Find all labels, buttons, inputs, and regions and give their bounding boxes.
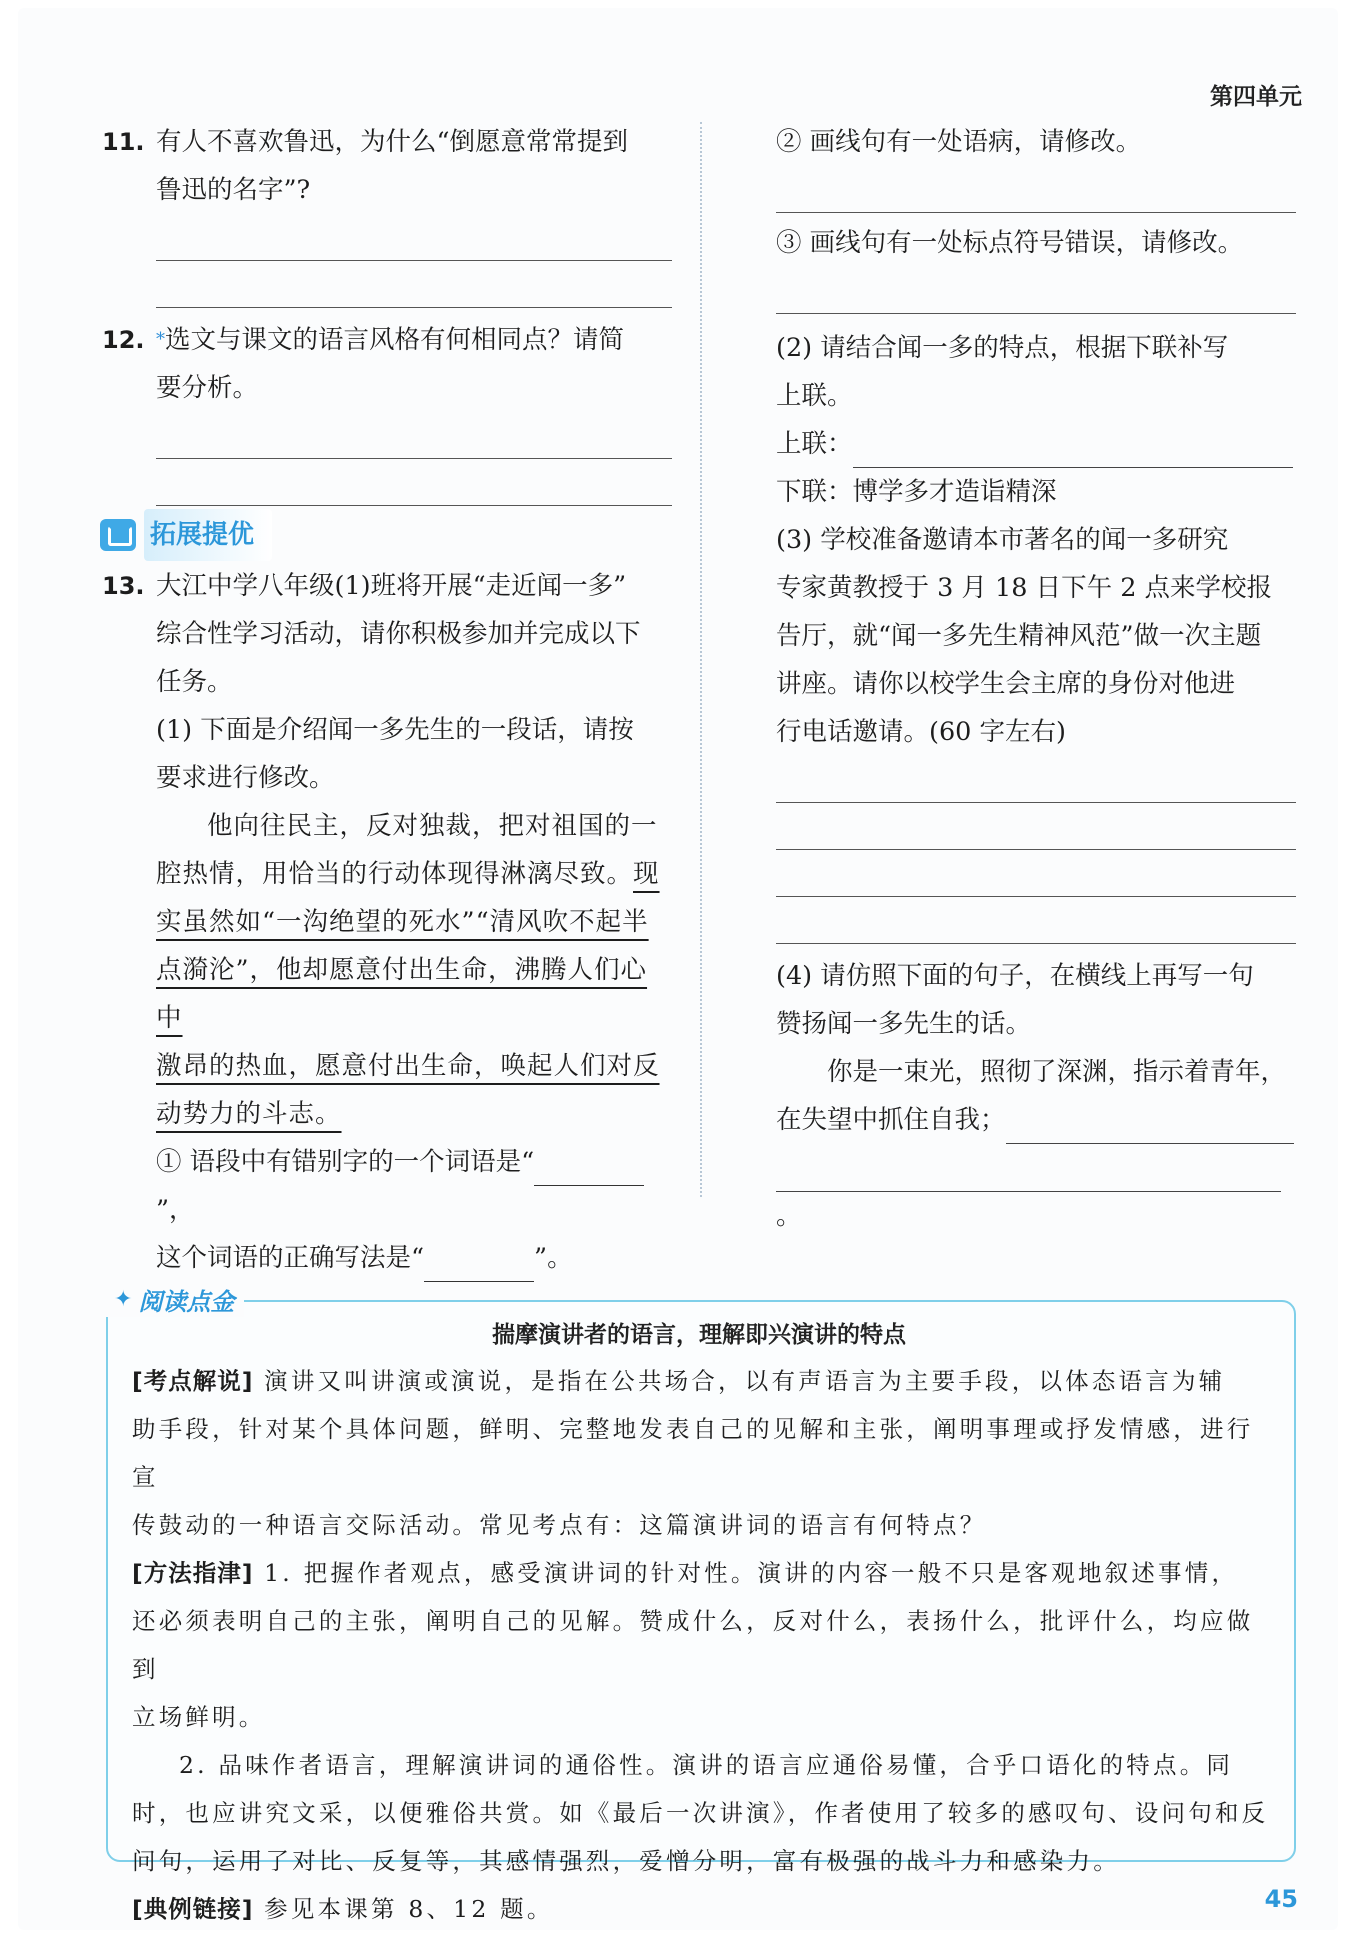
part-3-text: (3) 学校准备邀请本市著名的闻一多研究: [776, 525, 1229, 555]
example-sentence-cont: [776, 1096, 1296, 1144]
passage-text: 腔热情，用恰当的行动体现得淋漓尽致。: [156, 859, 634, 889]
dianli-text: 参见本课第 8、12 题。: [264, 1895, 554, 1923]
kaodian-line: [132, 1357, 1272, 1405]
passage-line: 他向往民主，反对独裁，把对祖国的一: [207, 811, 658, 841]
upper-couplet-label: 上联：: [776, 429, 853, 459]
question-text: 大江中学八年级(1)班将开展“走近闻一多”: [156, 571, 627, 601]
fill-blank[interactable]: [424, 1251, 534, 1282]
answer-line[interactable]: [776, 897, 1296, 944]
sub-question-text: ”，: [156, 1195, 195, 1225]
underlined-sentence: 实虽然如“一沟绝望的死水”“清风吹不起半: [156, 907, 649, 937]
answer-line[interactable]: [776, 756, 1296, 803]
part-3-text: 行电话邀请。(60 字左右): [776, 717, 1066, 747]
dianli-line: [132, 1885, 1272, 1933]
fangfa-tag: [方法指津]: [132, 1559, 254, 1587]
imitation-input[interactable]: [776, 1161, 1281, 1192]
fill-blank[interactable]: [534, 1155, 644, 1186]
edit-icon: [100, 519, 136, 551]
part-3-text: 讲座。请你以校学生会主席的身份对他进: [776, 669, 1236, 699]
fangfa-line: [132, 1549, 1272, 1597]
left-column: [100, 118, 672, 1282]
sub-question-text: 要求进行修改。: [156, 763, 335, 793]
upper-couplet: [776, 420, 1296, 468]
part-4-text: (4) 请仿照下面的句子，在横线上再写一句: [776, 961, 1254, 991]
sub-question-1-cont: [156, 1234, 672, 1282]
underlined-sentence: 激昂的热血，愿意付出生命，唤起人们对反: [156, 1051, 660, 1081]
fangfa-text: 1. 把握作者观点，感受演讲词的针对性。演讲的内容一般不只是客观地叙述事情，: [264, 1559, 1239, 1587]
question-number: 12.: [102, 326, 145, 354]
sub-question-text: 这个词语的正确写法是“: [156, 1243, 425, 1273]
part-2-text: (2) 请结合闻一多的特点，根据下联补写: [776, 333, 1229, 363]
fangfa-text: 时，也应讲究文采，以便雅俗共赏。如《最后一次讲演》，作者使用了较多的感叹句、设问句和反: [132, 1799, 1269, 1827]
sub-question-2: ② 画线句有一处语病，请修改。: [776, 127, 1142, 157]
sub-question-1: [156, 1138, 672, 1234]
answer-line[interactable]: [156, 412, 672, 459]
unit-header: 第四单元: [1210, 84, 1302, 110]
reading-tips-title: 揣摩演讲者的语言，理解即兴演讲的特点: [492, 1322, 906, 1348]
kaodian-text: 演讲又叫讲演或演说，是指在公共场合，以有声语言为主要手段，以体态语言为辅: [264, 1367, 1226, 1395]
star-icon: *: [156, 329, 165, 350]
end-mark: 。: [776, 1201, 802, 1231]
upper-couplet-input[interactable]: [853, 437, 1293, 468]
page-number: 45: [1264, 1885, 1298, 1913]
sub-question-text: ”。: [534, 1243, 573, 1273]
sub-question-text: (1) 下面是介绍闻一多先生的一段话，请按: [156, 715, 634, 745]
answer-line[interactable]: [776, 850, 1296, 897]
reading-tips-label: 阅读点金: [138, 1288, 235, 1316]
part-2-text: 上联。: [776, 381, 853, 411]
sub-question-3: ③ 画线句有一处标点符号错误，请修改。: [776, 228, 1244, 258]
right-column: [776, 118, 1296, 1240]
question-text: 有人不喜欢鲁迅，为什么“倒愿意常常提到: [156, 127, 629, 157]
imitation-input[interactable]: [1006, 1113, 1294, 1144]
question-text: 综合性学习活动，请你积极参加并完成以下: [156, 619, 641, 649]
fangfa-text: 2. 品味作者语言，理解演讲词的通俗性。演讲的语言应通俗易懂，合乎口语化的特点。同: [179, 1751, 1234, 1779]
fangfa-text: 问句，运用了对比、反复等，其感情强烈，爱憎分明，富有极强的战斗力和感染力。: [132, 1847, 1120, 1875]
question-number: 11.: [102, 128, 145, 156]
kaodian-text: 助手段，针对某个具体问题，鲜明、完整地发表自己的见解和主张，阐明事理或抒发情感，进行宣: [132, 1415, 1254, 1491]
question-12: [100, 316, 672, 506]
answer-line[interactable]: [776, 803, 1296, 850]
answer-line[interactable]: [776, 267, 1296, 314]
imitation-line: [776, 1144, 1296, 1240]
part-3-text: 告厅，就“闻一多先生精神风范”做一次主题: [776, 621, 1262, 651]
reading-tips-tag: [104, 1282, 244, 1317]
section-title: 拓展提优: [144, 509, 272, 561]
dianli-tag: [典例链接]: [132, 1895, 254, 1923]
kaodian-text: 传鼓动的一种语言交际活动。常见考点有：这篇演讲词的语言有何特点？: [132, 1511, 987, 1539]
question-text: 任务。: [156, 667, 233, 697]
column-divider: [700, 122, 702, 1197]
question-text: 选文与课文的语言风格有何相同点？请简: [165, 325, 625, 355]
kaodian-tag: [考点解说]: [132, 1367, 254, 1395]
answer-line[interactable]: [156, 214, 672, 261]
question-text: 要分析。: [156, 373, 259, 403]
answer-line[interactable]: [156, 459, 672, 506]
part-3-text: 专家黄教授于 3 月 18 日下午 2 点来学校报: [776, 573, 1273, 603]
question-11: [100, 118, 672, 308]
question-number: 13.: [102, 572, 145, 600]
fangfa-text: 立场鲜明。: [132, 1703, 266, 1731]
reading-tips-body: [132, 1357, 1272, 1933]
example-sentence: 在失望中抓住自我；: [776, 1105, 1006, 1135]
fangfa-text: 还必须表明自己的主张，阐明自己的见解。赞成什么，反对什么，表扬什么，批评什么，均应做到: [132, 1607, 1254, 1683]
question-13: [100, 562, 672, 1282]
sparkle-icon: ✦: [114, 1287, 133, 1312]
answer-line[interactable]: [776, 166, 1296, 213]
passage-line: [156, 850, 672, 898]
answer-line[interactable]: [156, 261, 672, 308]
example-sentence: 你是一束光，照彻了深渊，指示着青年，: [827, 1057, 1287, 1087]
section-banner: [100, 510, 672, 560]
underlined-sentence: 动势力的斗志。: [156, 1099, 342, 1129]
part-4-text: 赞扬闻一多先生的话。: [776, 1009, 1032, 1039]
sub-question-text: ① 语段中有错别字的一个词语是“: [156, 1147, 535, 1177]
question-text: 鲁迅的名字”?: [156, 175, 311, 205]
passage-line: [156, 1090, 672, 1138]
lower-couplet: 下联：博学多才造诣精深: [776, 477, 1057, 507]
underlined-sentence: 现: [633, 859, 660, 889]
underlined-sentence: 点漪沦”，他却愿意付出生命，沸腾人们心中: [156, 955, 648, 1033]
